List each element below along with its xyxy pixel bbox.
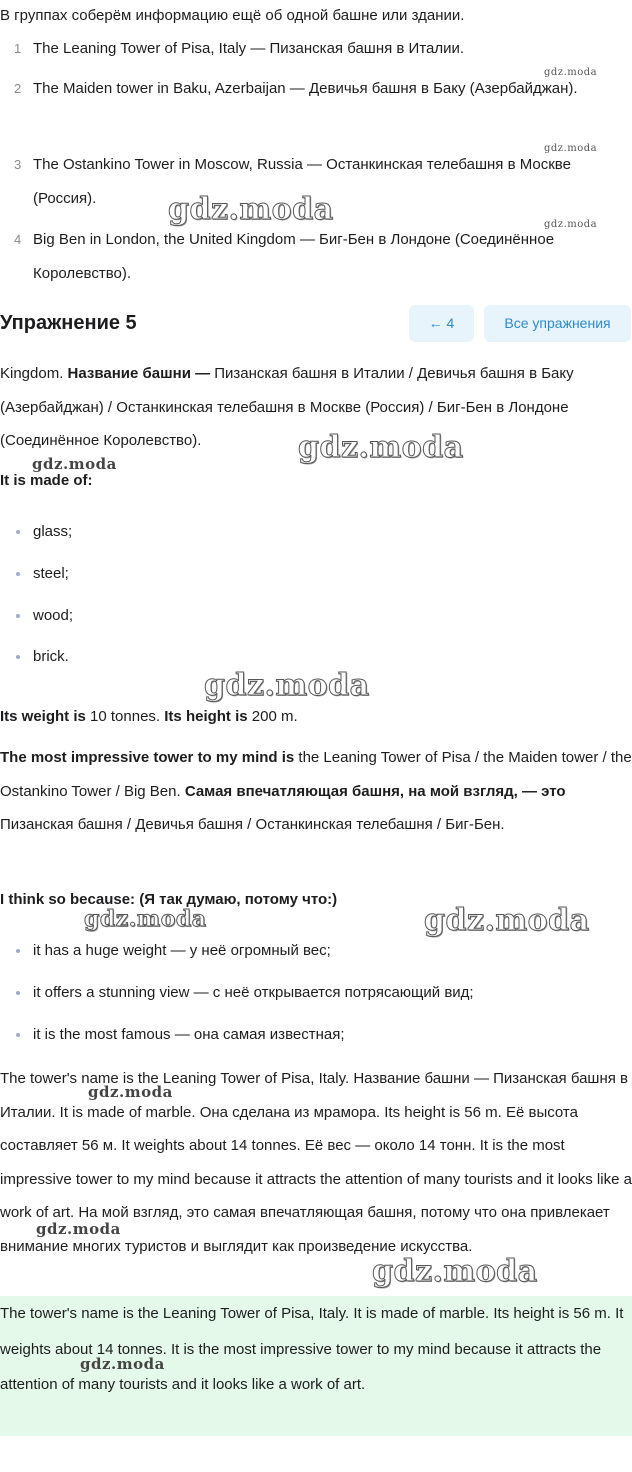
impressive-paragraph: [0, 741, 632, 842]
exercise-title: Упражнение 5: [0, 312, 137, 334]
list-item: [0, 1014, 632, 1056]
bullet-icon: [16, 1033, 20, 1037]
answer-bold: Название башни —: [67, 365, 211, 382]
bullet-icon: [16, 655, 20, 659]
list-item: [0, 553, 632, 595]
watermark: gdz.moda: [36, 1220, 121, 1238]
list-number: 3: [14, 157, 22, 172]
list-item: [0, 223, 632, 295]
answer-text: Kingdom.: [0, 365, 68, 382]
height-value: 200 m.: [247, 708, 298, 725]
reasons-list: [0, 930, 632, 1055]
watermark: gdz.moda: [32, 455, 117, 473]
impressive-value: the Leaning Tower of Pisa / the Maiden tower / the Ostankino Tower / Big Ben.: [0, 749, 632, 800]
full-answer-paragraph: The tower's name is the Leaning Tower of Pisa, Italy. Название башни — Пизанская башня в Италии. It is made of marble. Она сделана из мрамора. Its height is 56 m. Её высота составляет 56 м. It weights about 14 tonnes. Её вес — около 14 тонн. It is the most impressive tower to my mind because it attracts the attention of many tourists and it looks like a work of art. На мой взгляд, это самая впечатляющая башня, потому что она привлекает внимание многих туристов и выглядит как произведение искусства.: [0, 1070, 632, 1255]
tower-list: [0, 32, 632, 295]
list-item-text: it is the most famous — она самая известная;: [33, 1025, 345, 1043]
watermark: gdz.moda: [298, 430, 464, 465]
highlight-paragraph: The tower's name is the Leaning Tower of Pisa, Italy. It is made of marble. Its height is 56 m. It weights about 14 tonnes. It is the most impressive tower to my mind because it attracts the attention of many tourists and it looks like a work of art.: [0, 1305, 624, 1393]
because-label: I think so because: (Я так думаю, потому что:): [0, 891, 338, 908]
watermark: gdz.moda: [544, 219, 598, 230]
weight-height-line: [0, 700, 632, 734]
list-item: [0, 32, 632, 72]
list-item: [0, 972, 632, 1014]
list-item-text: The Maiden tower in Baku, Azerbaijan — Девичья башня в Баку (Азербайджан).: [33, 80, 578, 97]
list-item-text: it has a huge weight — у неё огромный вес;: [33, 942, 331, 959]
bullet-icon: [16, 614, 20, 618]
watermark: gdz.moda: [544, 67, 598, 78]
watermark: gdz.moda: [84, 906, 207, 932]
bullet-icon: [16, 530, 20, 534]
list-item: [0, 595, 632, 637]
list-number: 4: [14, 232, 22, 247]
impressive-label: The most impressive tower to my mind is: [0, 749, 295, 766]
list-number: 1: [14, 41, 22, 56]
watermark: gdz.moda: [88, 1083, 173, 1101]
list-item: [0, 511, 632, 553]
weight-value: 10 tonnes.: [85, 708, 165, 725]
bullet-icon: [16, 949, 20, 953]
list-item-text: The Leaning Tower of Pisa, Italy — Пизанская башня в Италии.: [33, 40, 465, 57]
prev-exercise-button[interactable]: ← 4: [409, 305, 474, 342]
watermark: gdz.moda: [372, 1254, 538, 1289]
watermark: gdz.moda: [168, 192, 334, 227]
bullet-icon: [16, 991, 20, 995]
list-item-text: wood;: [33, 606, 74, 624]
watermark: gdz.moda: [80, 1355, 165, 1373]
bullet-icon: [16, 572, 20, 576]
impressive-ru-label: Самая впечатляющая башня, на мой взгляд, — это: [184, 782, 566, 800]
all-exercises-button[interactable]: Все упражнения: [484, 305, 631, 342]
list-item: [0, 72, 632, 148]
lead-text: В группах соберём информацию ещё об одной башне или здании.: [0, 7, 465, 24]
made-of-label: It is made of:: [0, 472, 93, 489]
watermark: gdz.moda: [424, 903, 590, 938]
list-number: 2: [14, 81, 22, 96]
impressive-ru-value: Пизанская башня / Девичья башня / Останкинская телебашня / Биг-Бен.: [0, 816, 505, 834]
watermark: gdz.moda: [204, 668, 370, 703]
materials-list: [0, 511, 632, 678]
answer-text: Пизанская башня в Италии / Девичья башня в Баку (Азербайджан) / Останкинская телебашня в Москве (Россия) / Биг-Бен в Лондоне (Соединённое Королевство).: [0, 365, 574, 450]
watermark: gdz.moda: [544, 143, 598, 154]
list-item-text: it offers a stunning view — с неё открывается потрясающий вид;: [33, 983, 474, 1001]
weight-label: Its weight is: [0, 708, 86, 725]
list-item-text: Big Ben in London, the United Kingdom — Биг-Бен в Лондоне (Соединённое Королевство).: [33, 231, 555, 282]
list-item-text: glass;: [33, 523, 73, 540]
list-item-text: brick.: [33, 648, 69, 666]
list-item-text: steel;: [33, 564, 69, 582]
list-item-text: The Ostankino Tower in Moscow, Russia — Останкинская телебашня в Москве (Россия).: [33, 156, 571, 207]
height-label: Its height is: [164, 708, 248, 725]
